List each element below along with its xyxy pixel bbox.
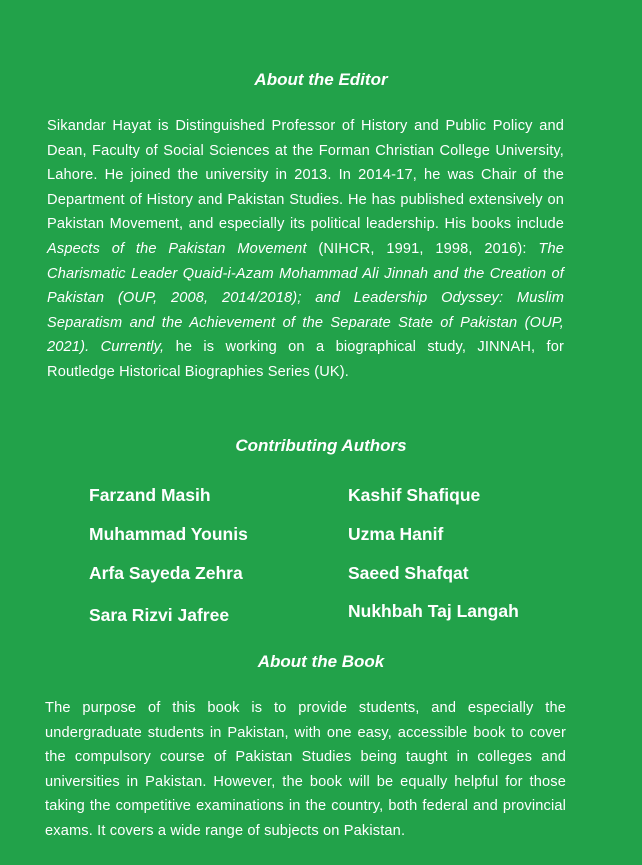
author-name: Muhammad Younis [89, 524, 248, 544]
about-editor-heading: About the Editor [254, 70, 388, 89]
editor-bio-text-3: he is working on a biographical study, JINNAH, for Routledge Historical Biographies Series (UK). [47, 339, 564, 380]
author-name: Arfa Sayeda Zehra [89, 563, 243, 583]
author-name: Kashif Shafique [348, 485, 481, 505]
about-editor-text [47, 114, 564, 385]
editor-bio-text-2: (NIHCR, 1991, 1998, 2016): [306, 240, 539, 257]
author-name: Nukhbah Taj Langah [348, 601, 519, 621]
editor-bio-text: Sikandar Hayat is Distinguished Professor of History and Public Policy and Dean, Faculty of Social Sciences at the Forman Christian College University, Lahore. He joined the university in 2013. In 2014-17, he was Chair of the Department of History and Pakistan Studies. He has published extensively on Pakistan Movement, and especially its political leadership. His books include [47, 118, 564, 233]
author-name: Uzma Hanif [348, 524, 444, 544]
author-name: Saeed Shafqat [348, 563, 469, 583]
book-title-aspects: Aspects of the Pakistan Movement [47, 240, 307, 257]
about-book-text: The purpose of this book is to provide students, and especially the undergraduate students in Pakistan, with one easy, accessible book to cover the compulsory course of Pakistan Studies being taught in colleges and universities in Pakistan. However, the book will be equally helpful for those taking the competitive examinations in the country, both federal and provincial exams. It covers a wide range of subjects on Pakistan. [45, 700, 566, 839]
author-name: Farzand Masih [89, 485, 211, 505]
author-name: Sara Rizvi Jafree [89, 605, 230, 625]
contributing-authors-heading: Contributing Authors [235, 436, 407, 455]
book-titles-italic: The Charismatic Leader Quaid-i-Azam Mohammad Ali Jinnah and the Creation of Pakistan (OUP, 2008, 2014/2018); and Leadership Odyssey: Muslim Separatism and the Achievement of the Separate State of Pakistan (OUP, 2021). Currently, [47, 240, 564, 356]
about-book-heading: About the Book [257, 652, 385, 671]
